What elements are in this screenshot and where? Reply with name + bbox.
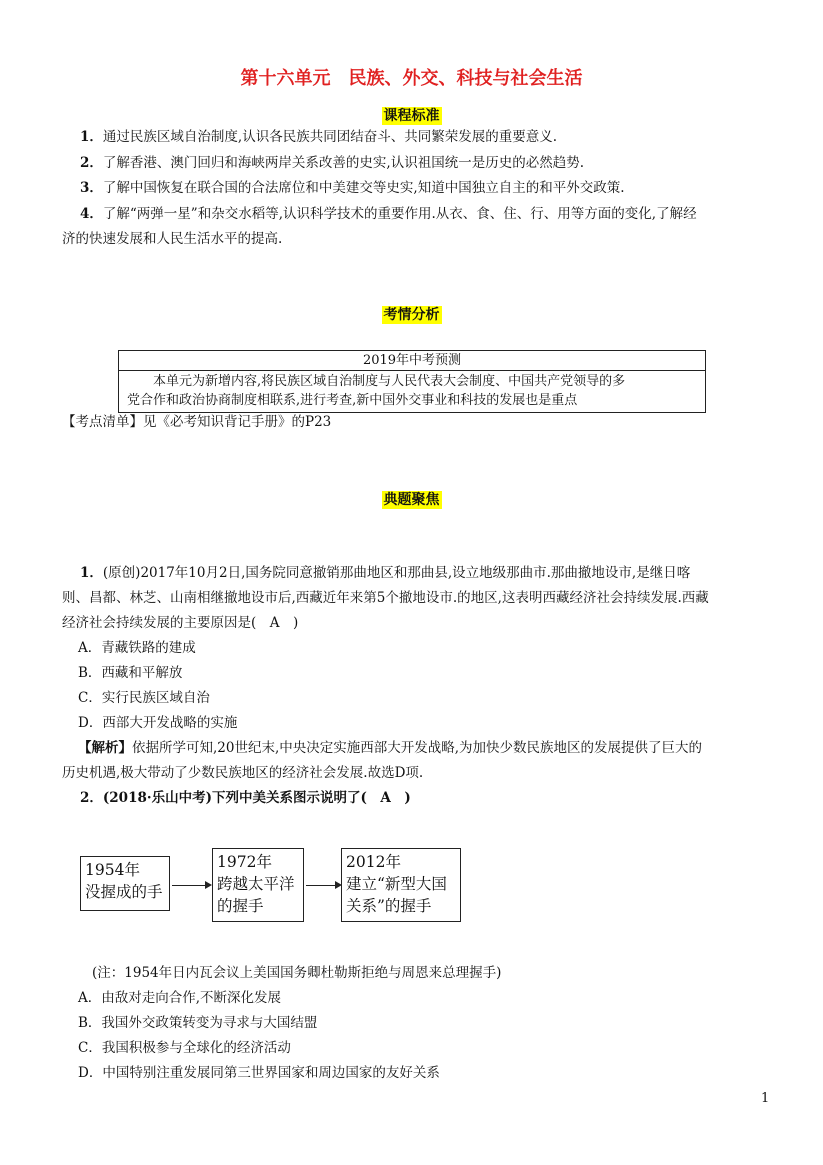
analysis-tag: 【解析】 — [78, 740, 132, 756]
arrow-head-1 — [205, 881, 212, 889]
q1-option-b: B．西藏和平解放 — [78, 665, 183, 681]
curriculum-text: 通过民族区域自治制度,认识各民族共同团结奋斗、共同繁荣发展的重要意义. — [102, 129, 557, 145]
q1-text: (原创)2017年10月2日,国务院同意撤销那曲地区和那曲县,设立地级那曲市.那曲撤地设市,是继日喀 — [102, 565, 691, 581]
curriculum-label: 课程标准 — [383, 108, 440, 124]
box-year: 1972年 — [217, 853, 272, 871]
q2-option-b: B．我国外交政策转变为寻求与大国结盟 — [78, 1015, 318, 1031]
analysis-text: 依据所学可知,20世纪末,中央决定实施西部大开发战略,为加快少数民族地区的发展提供了巨大的 — [132, 740, 703, 756]
focus-label: 典题聚焦 — [383, 492, 440, 508]
section-focus-heading — [0, 489, 823, 509]
analysis-label: 考情分析 — [383, 307, 440, 323]
curriculum-num: 3． — [80, 180, 103, 196]
curriculum-item-4 — [80, 204, 697, 224]
diagram-box-1954 — [80, 856, 170, 911]
forecast-header: 2019年中考预测 — [119, 351, 705, 371]
q2-option-c: C．我国积极参与全球化的经济活动 — [78, 1040, 291, 1056]
box-year: 2012年 — [346, 853, 401, 871]
section-analysis-heading — [0, 304, 823, 324]
forecast-line-2: 党合作和政治协商制度相联系,进行考查,新中国外交事业和科技的发展也是重点 — [127, 393, 578, 408]
diagram-box-2012 — [341, 848, 461, 922]
q1-option-a: A．青藏铁路的建成 — [78, 640, 196, 656]
forecast-table — [118, 350, 706, 413]
q2-text: (2018·乐山中考)下列中美关系图示说明了( A ) — [102, 790, 411, 806]
arrow-line-2 — [306, 885, 336, 886]
curriculum-item-3 — [80, 178, 625, 198]
checklist-note: 【考点清单】见《必考知识背记手册》的P23 — [62, 414, 332, 430]
curriculum-text: 了解中国恢复在联合国的合法席位和中美建交等史实,知道中国独立自主的和平外交政策. — [102, 180, 625, 196]
forecast-line-1: 本单元为新增内容,将民族区域自治制度与人民代表大会制度、中国共产党领导的多 — [153, 374, 626, 389]
curriculum-num: 4． — [80, 206, 103, 222]
q2-option-a: A．由敌对走向合作,不断深化发展 — [78, 990, 282, 1006]
section-curriculum-heading — [0, 105, 823, 125]
q1-option-d: D．西部大开发战略的实施 — [78, 715, 238, 731]
box-year: 1954年 — [85, 861, 140, 879]
q2-note: (注：1954年日内瓦会议上美国国务卿杜勒斯拒绝与周恩来总理握手) — [92, 965, 502, 981]
forecast-body — [119, 371, 705, 412]
curriculum-item-2 — [80, 153, 584, 173]
q1-analysis-line-2: 历史机遇,极大带动了少数民族地区的经济社会发展.故选D项. — [62, 765, 424, 781]
arrow-line-1 — [172, 885, 206, 886]
curriculum-item-1 — [80, 127, 557, 147]
page-number: 1 — [761, 1091, 770, 1106]
box-line: 没握成的手 — [85, 883, 163, 901]
box-line: 跨越太平洋 — [217, 875, 295, 893]
curriculum-text: 了解香港、澳门回归和海峡两岸关系改善的史实,认识祖国统一是历史的必然趋势. — [102, 155, 584, 171]
q2-option-d: D．中国特别注重发展同第三世界国家和周边国家的友好关系 — [78, 1065, 440, 1081]
curriculum-num: 2． — [80, 155, 103, 171]
q1-num: 1． — [80, 565, 103, 581]
q2-num: 2． — [80, 790, 103, 806]
box-line: 的握手 — [217, 897, 264, 915]
curriculum-text: 了解“两弹一星”和杂交水稻等,认识科学技术的重要作用.从衣、食、住、行、用等方面的变化,了解经 — [102, 206, 697, 222]
q1-line-1 — [80, 563, 690, 583]
box-line: 关系”的握手 — [346, 897, 432, 915]
box-line: 建立“新型大国 — [346, 875, 447, 893]
page-title: 第十六单元 民族、外交、科技与社会生活 — [240, 68, 583, 89]
diagram-box-1972 — [212, 848, 304, 922]
q1-line-2: 则、昌都、林芝、山南相继撤地设市后,西藏近年来第5个撤地设市.的地区,这表明西藏经济社会持续发展.西藏 — [62, 590, 709, 606]
q2-stem — [80, 788, 411, 808]
curriculum-item-4-cont: 济的快速发展和人民生活水平的提高. — [62, 231, 283, 247]
q1-line-3: 经济社会持续发展的主要原因是( A ) — [62, 615, 299, 631]
q1-analysis-line-1 — [78, 738, 702, 758]
q1-option-c: C．实行民族区域自治 — [78, 690, 210, 706]
curriculum-num: 1． — [80, 129, 103, 145]
